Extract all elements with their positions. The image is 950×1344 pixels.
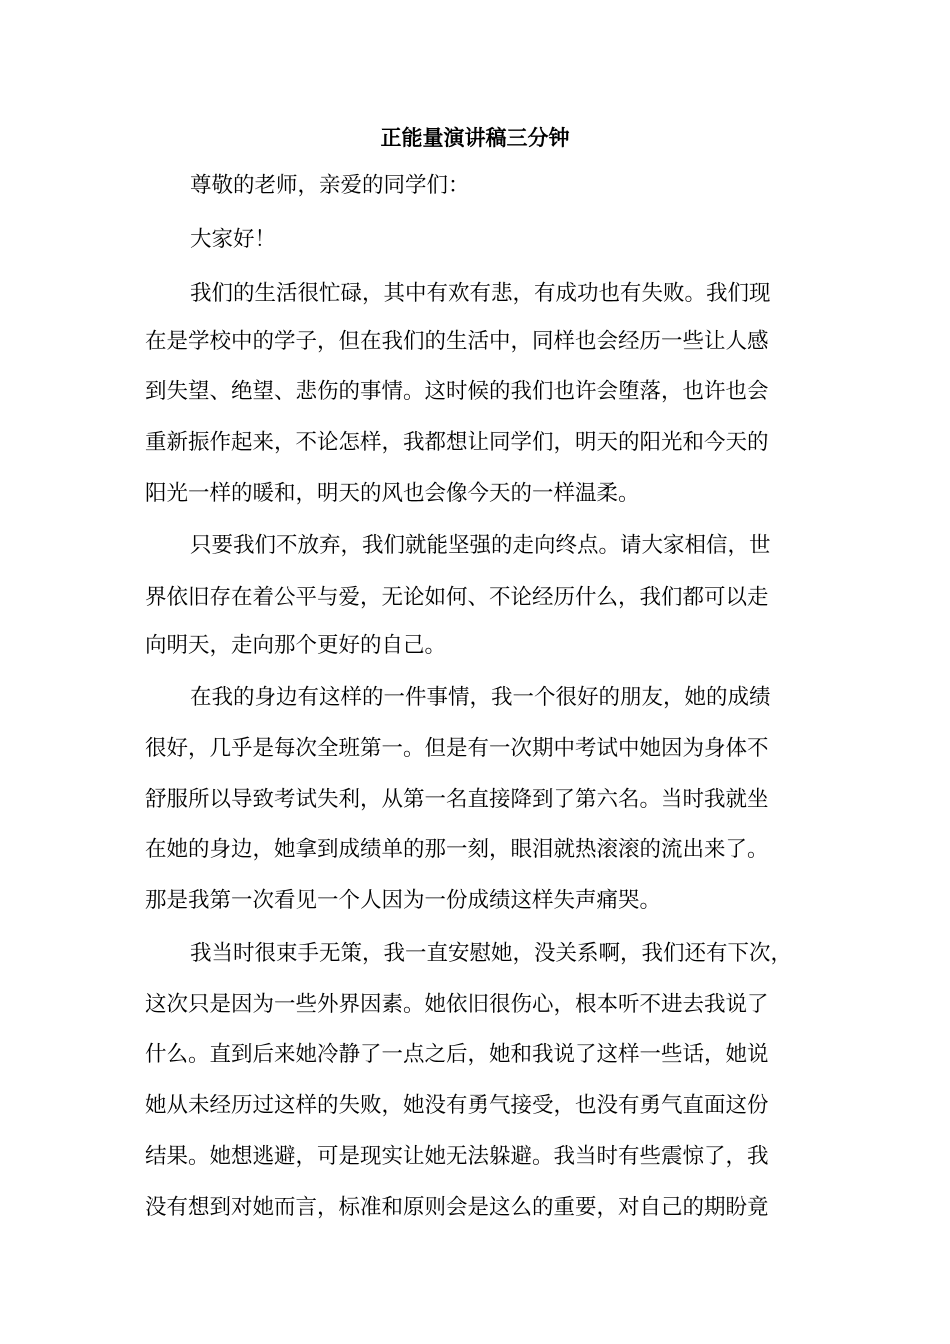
paragraph-2-line-2: 界依旧存在着公平与爱，无论如何、不论经历什么，我们都可以走 — [145, 585, 769, 610]
paragraph-1-line-2: 在是学校中的学子，但在我们的生活中，同样也会经历一些让人感 — [145, 329, 769, 354]
paragraph-2-line-3: 向明天，走向那个更好的自己。 — [145, 633, 447, 658]
paragraph-1-line-4: 重新振作起来，不论怎样，我都想让同学们，明天的阳光和今天的 — [145, 430, 769, 455]
paragraph-1-line-3: 到失望、绝望、悲伤的事情。这时候的我们也许会堕落，也许也会 — [145, 379, 769, 404]
paragraph-1-line-5: 阳光一样的暖和，明天的风也会像今天的一样温柔。 — [145, 481, 640, 506]
paragraph-1-line-1: 我们的生活很忙碌，其中有欢有悲，有成功也有失败。我们现 — [190, 281, 771, 306]
paragraph-4-line-6: 没有想到对她而言，标准和原则会是这么的重要，对自己的期盼竟 — [145, 1195, 769, 1220]
greeting-line: 大家好！ — [190, 227, 277, 252]
paragraph-3-line-3: 舒服所以导致考试失利，从第一名直接降到了第六名。当时我就坐 — [145, 787, 769, 812]
paragraph-3-line-5: 那是我第一次看见一个人因为一份成绩这样失声痛哭。 — [145, 888, 662, 913]
paragraph-4-line-4: 她从未经历过这样的失败，她没有勇气接受，也没有勇气直面这份 — [145, 1093, 769, 1118]
paragraph-3-line-1: 在我的身边有这样的一件事情，我一个很好的朋友，她的成绩 — [190, 685, 771, 710]
paragraph-4-line-3: 什么。直到后来她冷静了一点之后，她和我说了这样一些话，她说 — [145, 1042, 769, 1067]
salutation-line: 尊敬的老师，亲爱的同学们： — [190, 173, 470, 198]
document-title: 正能量演讲稿三分钟 — [380, 126, 570, 150]
paragraph-4-line-1: 我当时很束手无策，我一直安慰她，没关系啊，我们还有下次， — [190, 941, 793, 966]
paragraph-4-line-2: 这次只是因为一些外界因素。她依旧很伤心，根本听不进去我说了 — [145, 992, 769, 1017]
paragraph-3-line-2: 很好，几乎是每次全班第一。但是有一次期中考试中她因为身体不 — [145, 736, 769, 761]
paragraph-3-line-4: 在她的身边，她拿到成绩单的那一刻，眼泪就热滚滚的流出来了。 — [145, 837, 769, 862]
paragraph-4-line-5: 结果。她想逃避，可是现实让她无法躲避。我当时有些震惊了，我 — [145, 1144, 769, 1169]
paragraph-2-line-1: 只要我们不放弃，我们就能坚强的走向终点。请大家相信，世 — [190, 533, 771, 558]
